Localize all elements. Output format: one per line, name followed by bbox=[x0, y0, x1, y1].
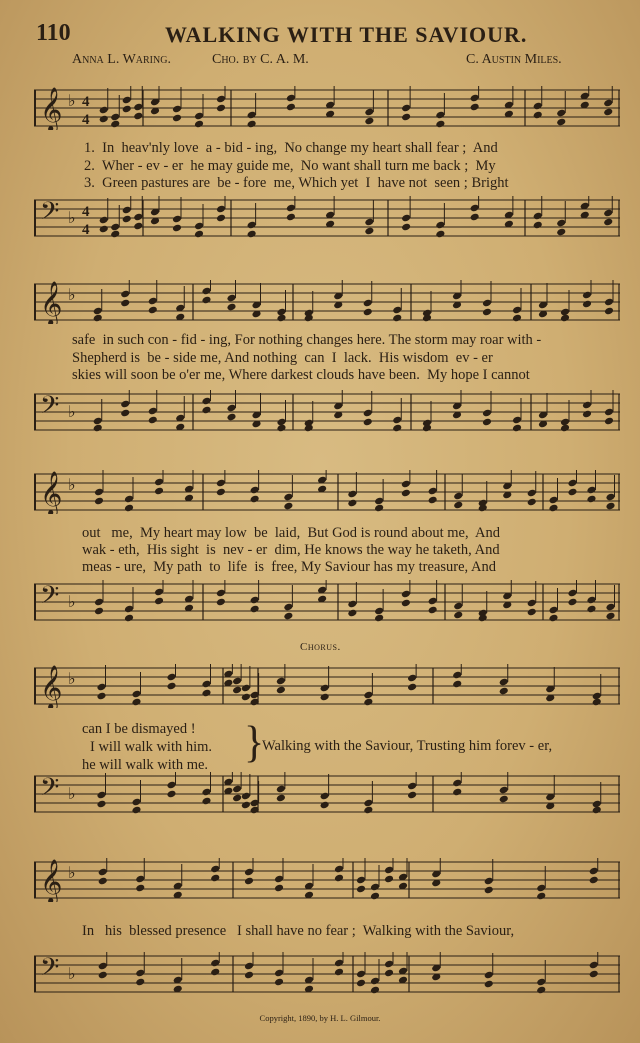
note-head bbox=[194, 230, 204, 239]
note-head bbox=[94, 607, 104, 616]
note-head bbox=[407, 791, 417, 800]
note-head bbox=[374, 504, 384, 513]
note-head bbox=[560, 314, 570, 323]
note-head bbox=[499, 687, 509, 696]
bass-staff-5 bbox=[34, 952, 620, 996]
bass-clef-icon: 𝄢 bbox=[40, 954, 60, 987]
note-head bbox=[556, 228, 566, 237]
note-head bbox=[283, 612, 293, 621]
page-number: 110 bbox=[36, 20, 71, 46]
bass-staff-1 bbox=[34, 196, 620, 240]
note-head bbox=[582, 300, 592, 309]
lyric-line: Shepherd is be - side me, And nothing can I lack. His wisdom ev - er bbox=[72, 350, 493, 366]
note-head bbox=[363, 698, 373, 707]
note-head bbox=[216, 488, 226, 497]
note-head bbox=[93, 314, 103, 323]
note-head bbox=[93, 424, 103, 433]
staff-lines bbox=[34, 858, 620, 902]
bass-clef-icon: 𝄢 bbox=[40, 392, 60, 425]
note-head bbox=[99, 115, 109, 124]
note-head bbox=[603, 218, 613, 227]
note-head bbox=[482, 308, 492, 317]
note-head bbox=[453, 501, 463, 510]
lyric-line: safe in such con - fid - ing, For nothing changes here. The storm may roar with - bbox=[72, 332, 542, 348]
note-head bbox=[334, 874, 344, 883]
note-head bbox=[435, 120, 445, 129]
chorus-brace: } bbox=[244, 718, 265, 768]
staff-lines bbox=[34, 772, 620, 816]
chorus-label: Chorus. bbox=[300, 641, 341, 653]
note-head bbox=[401, 113, 411, 122]
page-header bbox=[0, 20, 640, 50]
note-head bbox=[232, 794, 242, 803]
note-head bbox=[392, 314, 402, 323]
time-signature: 4 bbox=[82, 204, 90, 220]
note-head bbox=[201, 296, 211, 305]
treble-staff-1 bbox=[34, 86, 620, 130]
note-head bbox=[172, 224, 182, 233]
note-head bbox=[370, 986, 380, 995]
note-head bbox=[250, 495, 260, 504]
note-head bbox=[133, 112, 143, 121]
note-head bbox=[384, 875, 394, 884]
time-signature: 4 bbox=[82, 94, 90, 110]
bass-staff-3 bbox=[34, 580, 620, 624]
note-head bbox=[470, 103, 480, 112]
lyric-line: out me, My heart may low be laid, But God is round about me, And bbox=[82, 525, 501, 541]
note-head bbox=[250, 605, 260, 614]
treble-clef-icon: 𝄞 bbox=[40, 667, 63, 708]
staff-lines bbox=[34, 196, 620, 240]
note-head bbox=[172, 114, 182, 123]
lyric-line: skies will soon be o'er me, Where darkest clouds have been. My hope I cannot bbox=[72, 367, 530, 383]
bass-clef-icon: 𝄢 bbox=[40, 198, 60, 231]
note-head bbox=[586, 605, 596, 614]
note-head bbox=[110, 230, 120, 239]
note-head bbox=[247, 120, 257, 129]
note-head bbox=[148, 416, 158, 425]
flat-icon: ♭ bbox=[68, 671, 76, 688]
note-head bbox=[533, 221, 543, 230]
note-head bbox=[363, 418, 373, 427]
note-head bbox=[274, 884, 284, 893]
flat-icon: ♭ bbox=[68, 865, 76, 882]
treble-clef-icon: 𝄞 bbox=[40, 89, 63, 130]
note-head bbox=[567, 488, 577, 497]
note-head bbox=[453, 611, 463, 620]
note-head bbox=[592, 698, 602, 707]
note-head bbox=[216, 104, 226, 113]
note-head bbox=[512, 424, 522, 433]
note-head bbox=[334, 968, 344, 977]
staff-lines bbox=[34, 580, 620, 624]
note-head bbox=[567, 598, 577, 607]
note-head bbox=[99, 225, 109, 234]
note-head bbox=[96, 800, 106, 809]
lyric-line: In his blessed presence I shall have no fear ; Walking with the Saviour, bbox=[82, 923, 515, 939]
note-head bbox=[401, 489, 411, 498]
note-head bbox=[347, 609, 357, 618]
note-head bbox=[320, 693, 330, 702]
note-head bbox=[201, 406, 211, 415]
note-head bbox=[364, 117, 374, 126]
note-head bbox=[154, 487, 164, 496]
note-head bbox=[589, 876, 599, 885]
note-head bbox=[286, 103, 296, 112]
note-head bbox=[276, 794, 286, 803]
note-head bbox=[166, 790, 176, 799]
note-head bbox=[276, 686, 286, 695]
flat-icon: ♭ bbox=[68, 594, 76, 611]
note-head bbox=[124, 504, 134, 513]
bass-clef-icon: 𝄢 bbox=[40, 582, 60, 615]
chorus-credit: Cho. by C. A. M. bbox=[212, 52, 309, 67]
note-head bbox=[363, 308, 373, 317]
note-head bbox=[131, 698, 141, 707]
note-head bbox=[122, 215, 132, 224]
note-head bbox=[148, 306, 158, 315]
note-head bbox=[244, 971, 254, 980]
note-head bbox=[241, 693, 251, 702]
note-head bbox=[556, 118, 566, 127]
note-head bbox=[201, 797, 211, 806]
note-head bbox=[241, 801, 251, 810]
note-head bbox=[94, 497, 104, 506]
note-head bbox=[356, 979, 366, 988]
note-head bbox=[586, 495, 596, 504]
note-head bbox=[320, 801, 330, 810]
flat-icon: ♭ bbox=[68, 477, 76, 494]
note-head bbox=[135, 978, 145, 987]
note-head bbox=[401, 599, 411, 608]
note-head bbox=[499, 795, 509, 804]
note-head bbox=[124, 614, 134, 623]
song-title: WALKING WITH THE SAVIOUR. bbox=[165, 22, 528, 47]
note-head bbox=[484, 886, 494, 895]
note-head bbox=[154, 597, 164, 606]
note-head bbox=[210, 968, 220, 977]
credits-line bbox=[0, 52, 640, 72]
note-head bbox=[276, 424, 286, 433]
lyric-line: 3. Green pastures are be - fore me, Which yet I have not seen ; Bright bbox=[84, 175, 509, 191]
note-head bbox=[428, 496, 438, 505]
lyricist-credit: Anna L. Waring. bbox=[72, 52, 171, 67]
note-head bbox=[166, 682, 176, 691]
treble-staff-2 bbox=[34, 280, 620, 324]
note-head bbox=[247, 230, 257, 239]
note-head bbox=[244, 877, 254, 886]
note-head bbox=[363, 806, 373, 815]
treble-clef-icon: 𝄞 bbox=[40, 473, 63, 514]
lyric-line: Walking with the Saviour, Trusting him forev - er, bbox=[262, 738, 553, 754]
note-head bbox=[401, 223, 411, 232]
note-head bbox=[274, 978, 284, 987]
staff-lines bbox=[34, 86, 620, 130]
note-head bbox=[226, 303, 236, 312]
note-head bbox=[482, 418, 492, 427]
note-head bbox=[452, 680, 462, 689]
note-head bbox=[232, 686, 242, 695]
note-head bbox=[536, 892, 546, 901]
note-head bbox=[536, 986, 546, 995]
note-head bbox=[470, 213, 480, 222]
lyric-line: 1. In heav'nly love a - bid - ing, No change my heart shall fear ; And bbox=[84, 140, 498, 156]
note-head bbox=[435, 230, 445, 239]
note-head bbox=[201, 689, 211, 698]
note-head bbox=[527, 498, 537, 507]
note-head bbox=[428, 606, 438, 615]
staff-lines bbox=[34, 664, 620, 708]
note-head bbox=[120, 409, 130, 418]
note-head bbox=[452, 788, 462, 797]
lyric-line: 2. Wher - ev - er he may guide me, No want shall turn me back ; My bbox=[84, 158, 496, 174]
note-head bbox=[548, 614, 558, 623]
note-head bbox=[512, 314, 522, 323]
verse-endings bbox=[82, 720, 212, 774]
note-head bbox=[194, 120, 204, 129]
note-head bbox=[592, 806, 602, 815]
note-head bbox=[210, 874, 220, 883]
note-head bbox=[286, 213, 296, 222]
note-head bbox=[603, 108, 613, 117]
note-head bbox=[605, 612, 615, 621]
note-head bbox=[604, 307, 614, 316]
note-head bbox=[226, 413, 236, 422]
lyric-line: he will walk with me. bbox=[82, 757, 209, 773]
flat-icon: ♭ bbox=[68, 210, 76, 227]
bass-clef-icon: 𝄢 bbox=[40, 774, 60, 807]
lyric-line: wak - eth, His sight is nev - er dim, He knows the way he taketh, And bbox=[82, 542, 500, 558]
note-head bbox=[110, 120, 120, 129]
note-head bbox=[589, 970, 599, 979]
note-head bbox=[120, 299, 130, 308]
note-head bbox=[392, 424, 402, 433]
note-head bbox=[384, 969, 394, 978]
note-head bbox=[135, 884, 145, 893]
note-head bbox=[96, 692, 106, 701]
flat-icon: ♭ bbox=[68, 93, 76, 110]
note-head bbox=[347, 499, 357, 508]
flat-icon: ♭ bbox=[68, 966, 76, 983]
bass-staff-2 bbox=[34, 390, 620, 434]
treble-staff-5 bbox=[34, 858, 620, 902]
note-head bbox=[484, 980, 494, 989]
flat-icon: ♭ bbox=[68, 404, 76, 421]
lyric-line: I will walk with him. bbox=[90, 739, 213, 755]
note-head bbox=[364, 227, 374, 236]
staff-lines bbox=[34, 470, 620, 514]
note-head bbox=[283, 502, 293, 511]
note-head bbox=[276, 314, 286, 323]
staff-lines bbox=[34, 952, 620, 996]
note-head bbox=[216, 214, 226, 223]
bass-staff-4 bbox=[34, 772, 620, 816]
note-head bbox=[533, 111, 543, 120]
time-signature: 4 bbox=[82, 222, 90, 238]
treble-clef-icon: 𝄞 bbox=[40, 861, 63, 902]
note-head bbox=[560, 424, 570, 433]
treble-staff-3 bbox=[34, 470, 620, 514]
note-head bbox=[605, 502, 615, 511]
time-signature: 4 bbox=[82, 112, 90, 128]
note-head bbox=[133, 222, 143, 231]
staff-lines bbox=[34, 280, 620, 324]
note-head bbox=[527, 608, 537, 617]
note-head bbox=[582, 410, 592, 419]
note-head bbox=[548, 504, 558, 513]
treble-clef-icon: 𝄞 bbox=[40, 283, 63, 324]
note-head bbox=[356, 885, 366, 894]
note-head bbox=[374, 614, 384, 623]
flat-icon: ♭ bbox=[68, 786, 76, 803]
lyric-line: meas - ure, My path to life is free, My Saviour has my treasure, And bbox=[82, 559, 496, 575]
note-head bbox=[131, 806, 141, 815]
lyric-line: can I be dismayed ! bbox=[82, 721, 196, 737]
note-head bbox=[98, 971, 108, 980]
copyright-notice: Copyright, 1890, by H. L. Gilmour. bbox=[259, 1013, 381, 1023]
note-head bbox=[216, 598, 226, 607]
note-head bbox=[370, 892, 380, 901]
flat-icon: ♭ bbox=[68, 287, 76, 304]
treble-staff-4 bbox=[34, 664, 620, 708]
note-head bbox=[407, 683, 417, 692]
note-head bbox=[122, 105, 132, 114]
staff-lines bbox=[34, 390, 620, 434]
note-head bbox=[604, 417, 614, 426]
note-head bbox=[98, 877, 108, 886]
composer-credit: C. Austin Miles. bbox=[466, 52, 562, 67]
